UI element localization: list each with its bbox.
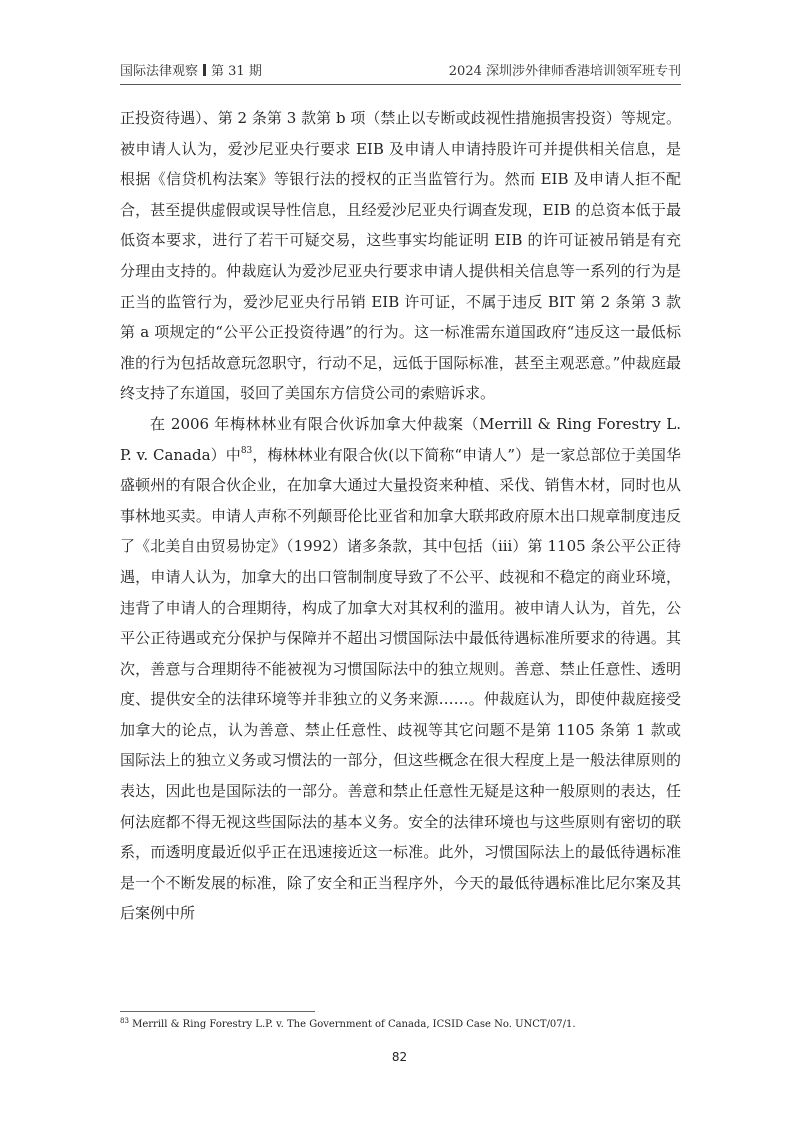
page-number: 82: [391, 1050, 408, 1064]
body-text: [120, 103, 681, 929]
paragraph-2: [120, 409, 681, 929]
header-left: [120, 60, 262, 79]
footnote-number: 83: [120, 1017, 129, 1025]
paragraph-1: 正投资待遇）、第 2 条第 3 款第 b 项（禁止以专断或歧视性措施损害投资）等规定。被申请人认为，爱沙尼亚央行要求 EIB 及申请人申请持股许可并提供相关信息，是根据《信贷机构法案》等银行法的授权的正当监管行为。然而 EIB 及申请人拒不配合，甚至提供虚假或误导性信息，且经爱沙尼亚央行调查发现，EIB 的总资本低于最低资本要求，进行了若干可疑交易，这些事实均能证明 EIB 的许可证被吊销是有充分理由支持的。仲裁庭认为爱沙尼亚央行要求申请人提供相关信息等一系列的行为是正当的监管行为，爱沙尼亚央行吊销 EIB 许可证，不属于违反 BIT 第 2 条第 3 款第 a 项规定的“公平公正投资待遇”的行为。这一标准需东道国政府“违反这一最低标准的行为包括故意玩忽职守，行动不足，远低于国际标准，甚至主观恶意。”仲裁庭最终支持了东道国，驳回了美国东方信贷公司的索赔诉求。: [120, 109, 681, 403]
header-separator: [203, 64, 206, 76]
footnote: [120, 1018, 681, 1032]
running-header: [120, 60, 681, 82]
footnote-rule: [120, 1011, 315, 1012]
footnote-reference[interactable]: 83: [240, 445, 253, 456]
paragraph-2-rest: ，梅林林业有限合伙(以下简称“申请人”）是一家总部位于美国华盛顿州的有限合伙企业，在加拿大通过大量投资来种植、采伐、销售木材，同时也从事林地买卖。申请人声称不列颠哥伦比亚省和加拿大联邦政府原木出口规章制度违反了《北美自由贸易协定》（1992）诸多条款，其中包括（iii）第 1105 条公平公正待遇，申请人认为，加拿大的出口管制制度导致了不公平、歧视和不稳定的商业环境，违背了申请人的合理期待，构成了加拿大对其权利的滥用。被申请人认为，首先，公平公正待遇或充分保护与保障并不超出习惯国际法中最低待遇标准所要求的待遇。其次，善意与合理期待不能被视为习惯国际法中的独立规则。善意、禁止任意性、透明度、提供安全的法律环境等并非独立的义务来源……。仲裁庭认为，即使仲裁庭接受加拿大的论点，认为善意、禁止任意性、歧视等其它问题不是第 1105 条第 1 款或国际法上的独立义务或习惯法的一部分，但这些概念在很大程度上是一般法律原则的表达，因此也是国际法的一部分。善意和禁止任意性无疑是这种一般原则的表达，任何法庭都不得无视这些国际法的基本义务。安全的法律环境也与这些原则有密切的联系，而透明度最近似乎正在迅速接近这一标准。此外，习惯国际法上的最低待遇标准是一个不断发展的标准，除了安全和正当程序外，今天的最低待遇标准比尼尔案及其后案例中所: [120, 445, 681, 923]
special-issue-title: 2024 深圳涉外律师香港培训领军班专刊: [448, 64, 681, 79]
issue-number: 第 31 期: [211, 64, 262, 79]
journal-title: 国际法律观察: [120, 64, 199, 79]
header-rule: [120, 84, 681, 85]
footnote-text: Merrill & Ring Forestry L.P. v. The Government of Canada, ICSID Case No. UNCT/07/1.: [132, 1019, 576, 1030]
paragraph-2-lead: 在 2006 年梅林林业有限合伙诉加拿大仲裁案（Merrill & Ring Forestry L. P. v. Canada）中: [120, 414, 681, 464]
